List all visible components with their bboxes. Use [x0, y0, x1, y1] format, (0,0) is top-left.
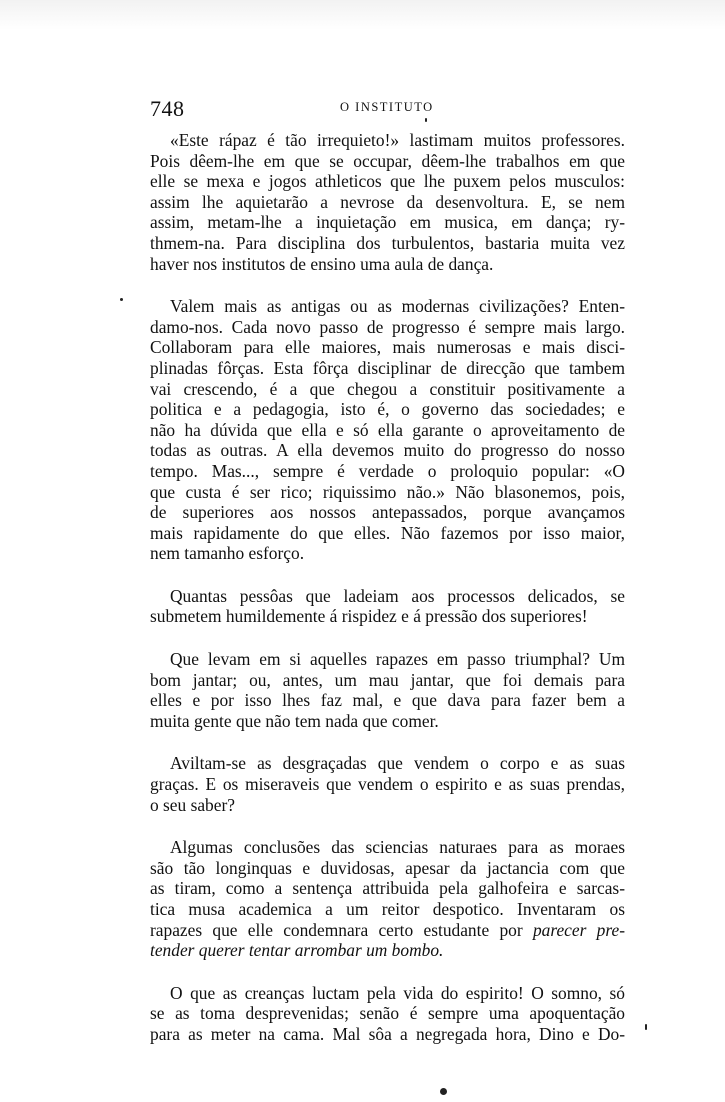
text-line: muita gente que não tem nada que comer. — [150, 710, 439, 731]
scan-speck — [120, 298, 123, 301]
text-line: são tão longinquas e duvidosas, apesar da jactancia com que — [150, 857, 625, 878]
text-line: se as toma desprevenidas; senão é sempre uma apoquentação — [150, 1003, 625, 1024]
text-line: Aviltam-se as desgraçadas que vendem o corpo e as suas — [170, 753, 625, 774]
text-line: Pois dêem-lhe em que se occupar, dêem-lhe trabalhos em que — [150, 150, 625, 171]
text-line: tempo. Mas..., sempre é verdade o proloquio popular: «O — [150, 460, 625, 481]
paragraph-2 — [150, 296, 625, 564]
scan-speck — [425, 118, 427, 122]
text-line: damo-nos. Cada novo passo de progresso é sempre mais largo. — [150, 316, 625, 337]
text-line: Collaboram para elle maiores, mais numerosas e mais disci- — [150, 337, 625, 358]
text-line: assim, metam-lhe a inquietação em musica, em dança; ry- — [150, 212, 625, 233]
text-line: politica e a pedagogia, isto é, o governo das sociedades; e — [150, 399, 625, 420]
page-header — [150, 96, 630, 120]
text-line: não ha dúvida que ella e só ella garante o aproveitamento de — [150, 419, 625, 440]
paragraph-4 — [150, 649, 625, 731]
paragraph-5 — [150, 753, 625, 815]
text-line-mixed — [150, 920, 625, 941]
italic-line: tender querer tentar arrombar um bombo. — [150, 940, 444, 961]
text-line: Valem mais as antigas ou as modernas civilizações? Enten- — [170, 296, 625, 317]
text-line: submetem humildemente á rispidez e á pressão dos superiores! — [150, 606, 588, 627]
scan-speck — [645, 1024, 647, 1030]
text-line: O que as creanças luctam pela vida do espirito! O somno, só — [170, 982, 625, 1003]
text-line: Quantas pessôas que ladeiam aos processos delicados, se — [170, 585, 625, 606]
page-number: 748 — [150, 96, 185, 121]
text-line: de superiores aos nossos antepassados, porque avançamos — [150, 502, 625, 523]
text-line: elles e por isso lhes faz mal, e que dava para fazer bem a — [150, 690, 625, 711]
text-line: todas as outras. A ella devemos muito do progresso do nosso — [150, 440, 625, 461]
running-title: O INSTITUTO — [340, 100, 434, 114]
text-segment: rapazes que elle condemnara certo estudante por — [150, 919, 523, 940]
text-line: plinadas fôrças. Esta fôrça disciplinar de direcção que tambem — [150, 357, 625, 378]
text-line: as tiram, como a sentença attribuida pela galhofeira e sarcas- — [150, 878, 625, 899]
scan-speck — [440, 1088, 447, 1095]
text-line: mais rapidamente do que elles. Não fazemos por isso maior, — [150, 522, 625, 543]
text-line: que custa é ser rico; riquissimo não.» Não blasonemos, pois, — [150, 481, 625, 502]
text-line: haver nos institutos de ensino uma aula de dança. — [150, 253, 494, 274]
italic-segment: parecer pre- — [532, 919, 625, 940]
text-line: tica musa academica a um reitor despotico. Inventaram os — [150, 899, 625, 919]
text-line: bom jantar; ou, antes, um mau jantar, que foi demais para — [150, 669, 625, 690]
text-line: vai crescendo, é a que chegou a constituir positivamente a — [150, 378, 625, 399]
body-text — [150, 130, 625, 1067]
text-line: Que levam em si aquelles rapazes em passo triumphal? Um — [170, 649, 625, 670]
text-line: assim lhe aquietarão a nevrose da desenvoltura. E, se nem — [150, 191, 625, 212]
text-line: elle se mexa e jogos athleticos que lhe puxem pelos musculos: — [150, 171, 625, 192]
text-line: graças. E os miseraveis que vendem o espirito e as suas prendas, — [150, 774, 625, 795]
text-line: para as meter na cama. Mal sôa a negregada hora, Dino e Do- — [150, 1023, 625, 1044]
paragraph-3 — [150, 586, 625, 627]
paragraph-6 — [150, 837, 625, 961]
text-line: nem tamanho esforço. — [150, 543, 305, 564]
paragraph-7 — [150, 983, 625, 1045]
text-line: o seu saber? — [150, 794, 235, 815]
text-line: Algumas conclusões das sciencias naturaes para as moraes — [170, 837, 625, 858]
text-line: «Este rápaz é tão irrequieto!» lastimam muitos professores. — [170, 130, 625, 150]
paragraph-1 — [150, 130, 625, 274]
text-line: thmem-na. Para disciplina dos turbulentos, bastaria muita vez — [150, 232, 625, 253]
scan-edge-shade — [0, 0, 725, 30]
